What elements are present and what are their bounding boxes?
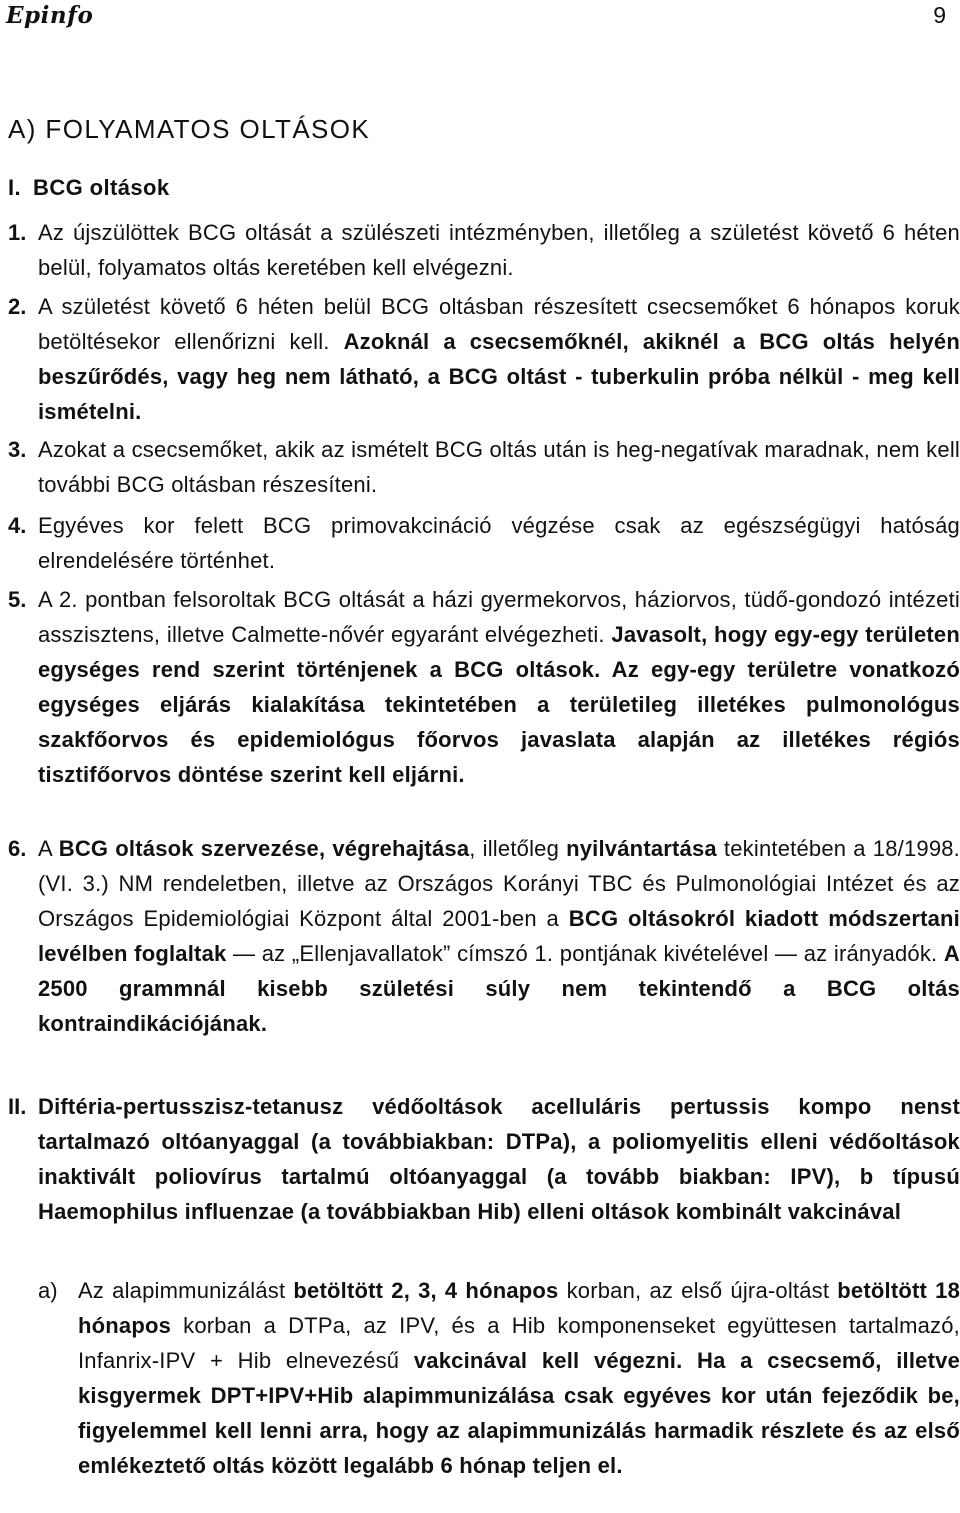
text-segment-bold: Diftéria-pertusszisz-tetanusz védőoltások acelluláris pertussis kompo nenst tartalmazó oltóanyaggal (a továbbiakban: DTPa), a poliomyelitis elleni védőoltások inaktivált poliovírus tartalmú oltóanyaggal (a tovább biakban: IPV), b típusú Haemophilus influenzae (a továbbiakban Hib) elleni oltások kombinált vakcinával [38,1094,960,1224]
section-title: A) FOLYAMATOS OLTÁSOK [8,114,371,144]
text-segment-bold: BCG oltásokról kiadott módszertani levélben foglaltak [38,906,960,966]
text-segment: A [38,836,59,861]
item-text [38,1089,960,1229]
item-text [38,215,960,285]
item-text [38,831,960,1041]
text-segment-bold: betöltött 18 hónapos [78,1278,960,1338]
text-segment: korban a DTPa, az IPV, és a Hib komponenseket együttesen tartalmazó, Infanrix-IPV + Hib elnevezésű [78,1313,960,1373]
text-segment-bold: Javasolt, hogy egy-egy területen egységes rend szerint történjenek a BCG oltások. Az egy-egy területre vonatkozó egységes eljárás kialakítása tekintetében a területileg illetékes pulmonológus szakfőorvos és epidemiológus főorvos javaslata alapján az illetékes régiós tisztifőorvos döntése szerint kell eljárni. [38,622,960,787]
text-segment: korban, az első újra-oltást [558,1278,838,1303]
text-segment-bold: BCG oltások szervezése, végrehajtása [58,836,470,861]
item-text [38,508,960,578]
item-text [38,432,960,502]
item-number: 5. [8,587,27,612]
text-segment-bold: betöltött 2, 3, 4 hónapos [293,1278,559,1303]
text-segment: Azokat a csecsemőket, akik az ismételt BCG oltás után is heg-negatívak maradnak, nem kell további BCG oltásban részesíteni. [38,437,960,497]
item-number: 3. [8,437,27,462]
page-number: 9 [933,2,946,28]
item-number: 4. [8,513,27,538]
text-segment: Az alapimmunizálást [78,1278,294,1303]
item-number: 2. [8,294,27,319]
item-number: 6. [8,836,27,861]
text-segment: A 2. pontban felsoroltak BCG oltását a házi gyermekorvos, háziorvos, tüdő-gondozó intézeti asszisztens, illetve Calmette-nővér egyaránt elvégezheti. [38,587,960,647]
subsection-number: I. [8,175,22,200]
page-header [0,0,960,30]
text-segment: A születést követő 6 héten belül BCG oltásban részesített csecsemőket 6 hónapos koruk betöltésekor ellenőrizni kell. [38,294,960,354]
text-segment: , illetőleg [469,836,567,861]
brand-logo: Epinfo [6,2,94,29]
text-segment-bold: vakcinával kell végezni. Ha a csecsemő, illetve kisgyermek DPT+IPV+Hib alapimmunizálása csak egyéves kor után fejeződik be, figyelemmel kell lenni arra, hogy az alapimmunizálás harmadik részlete és az első emlékeztető oltás között legalább 6 hónap teljen el. [78,1348,960,1478]
item-number: a) [38,1278,58,1303]
item-number: II. [8,1094,27,1119]
text-segment-bold: A 2500 grammnál kisebb születési súly nem tekintendő a BCG oltás kontraindikációjának. [38,941,960,1036]
item-text [38,289,960,429]
text-segment-bold: nyilvántartása [566,836,717,861]
item-text [78,1273,960,1483]
item-text [38,582,960,792]
item-number: 1. [8,220,27,245]
text-segment: — az „Ellenjavallatok” címszó 1. pontjának kivételével — az irányadók. [226,941,944,966]
text-segment: tekintetében a 18/1998. (VI. 3.) NM rendeletben, illetve az Országos Korányi TBC és Pulmonológiai Intézet és az Országos Epidemiológiai Központ által 2001-ben a [38,836,960,931]
text-segment: Egyéves kor felett BCG primovakcináció végzése csak az egészségügyi hatóság elrendelésére történhet. [38,513,960,573]
subsection-heading [8,175,169,201]
subsection-title: BCG oltások [33,175,170,200]
text-segment: Az újszülöttek BCG oltását a szülészeti intézményben, illetőleg a születést követő 6 héten belül, folyamatos oltás keretében kell elvégezni. [38,220,960,280]
text-segment-bold: Azoknál a csecsemőknél, akiknél a BCG oltás helyén beszűrődés, vagy heg nem látható, a BCG oltást - tuberkulin próba nélkül - meg kell ismételni. [38,329,960,424]
